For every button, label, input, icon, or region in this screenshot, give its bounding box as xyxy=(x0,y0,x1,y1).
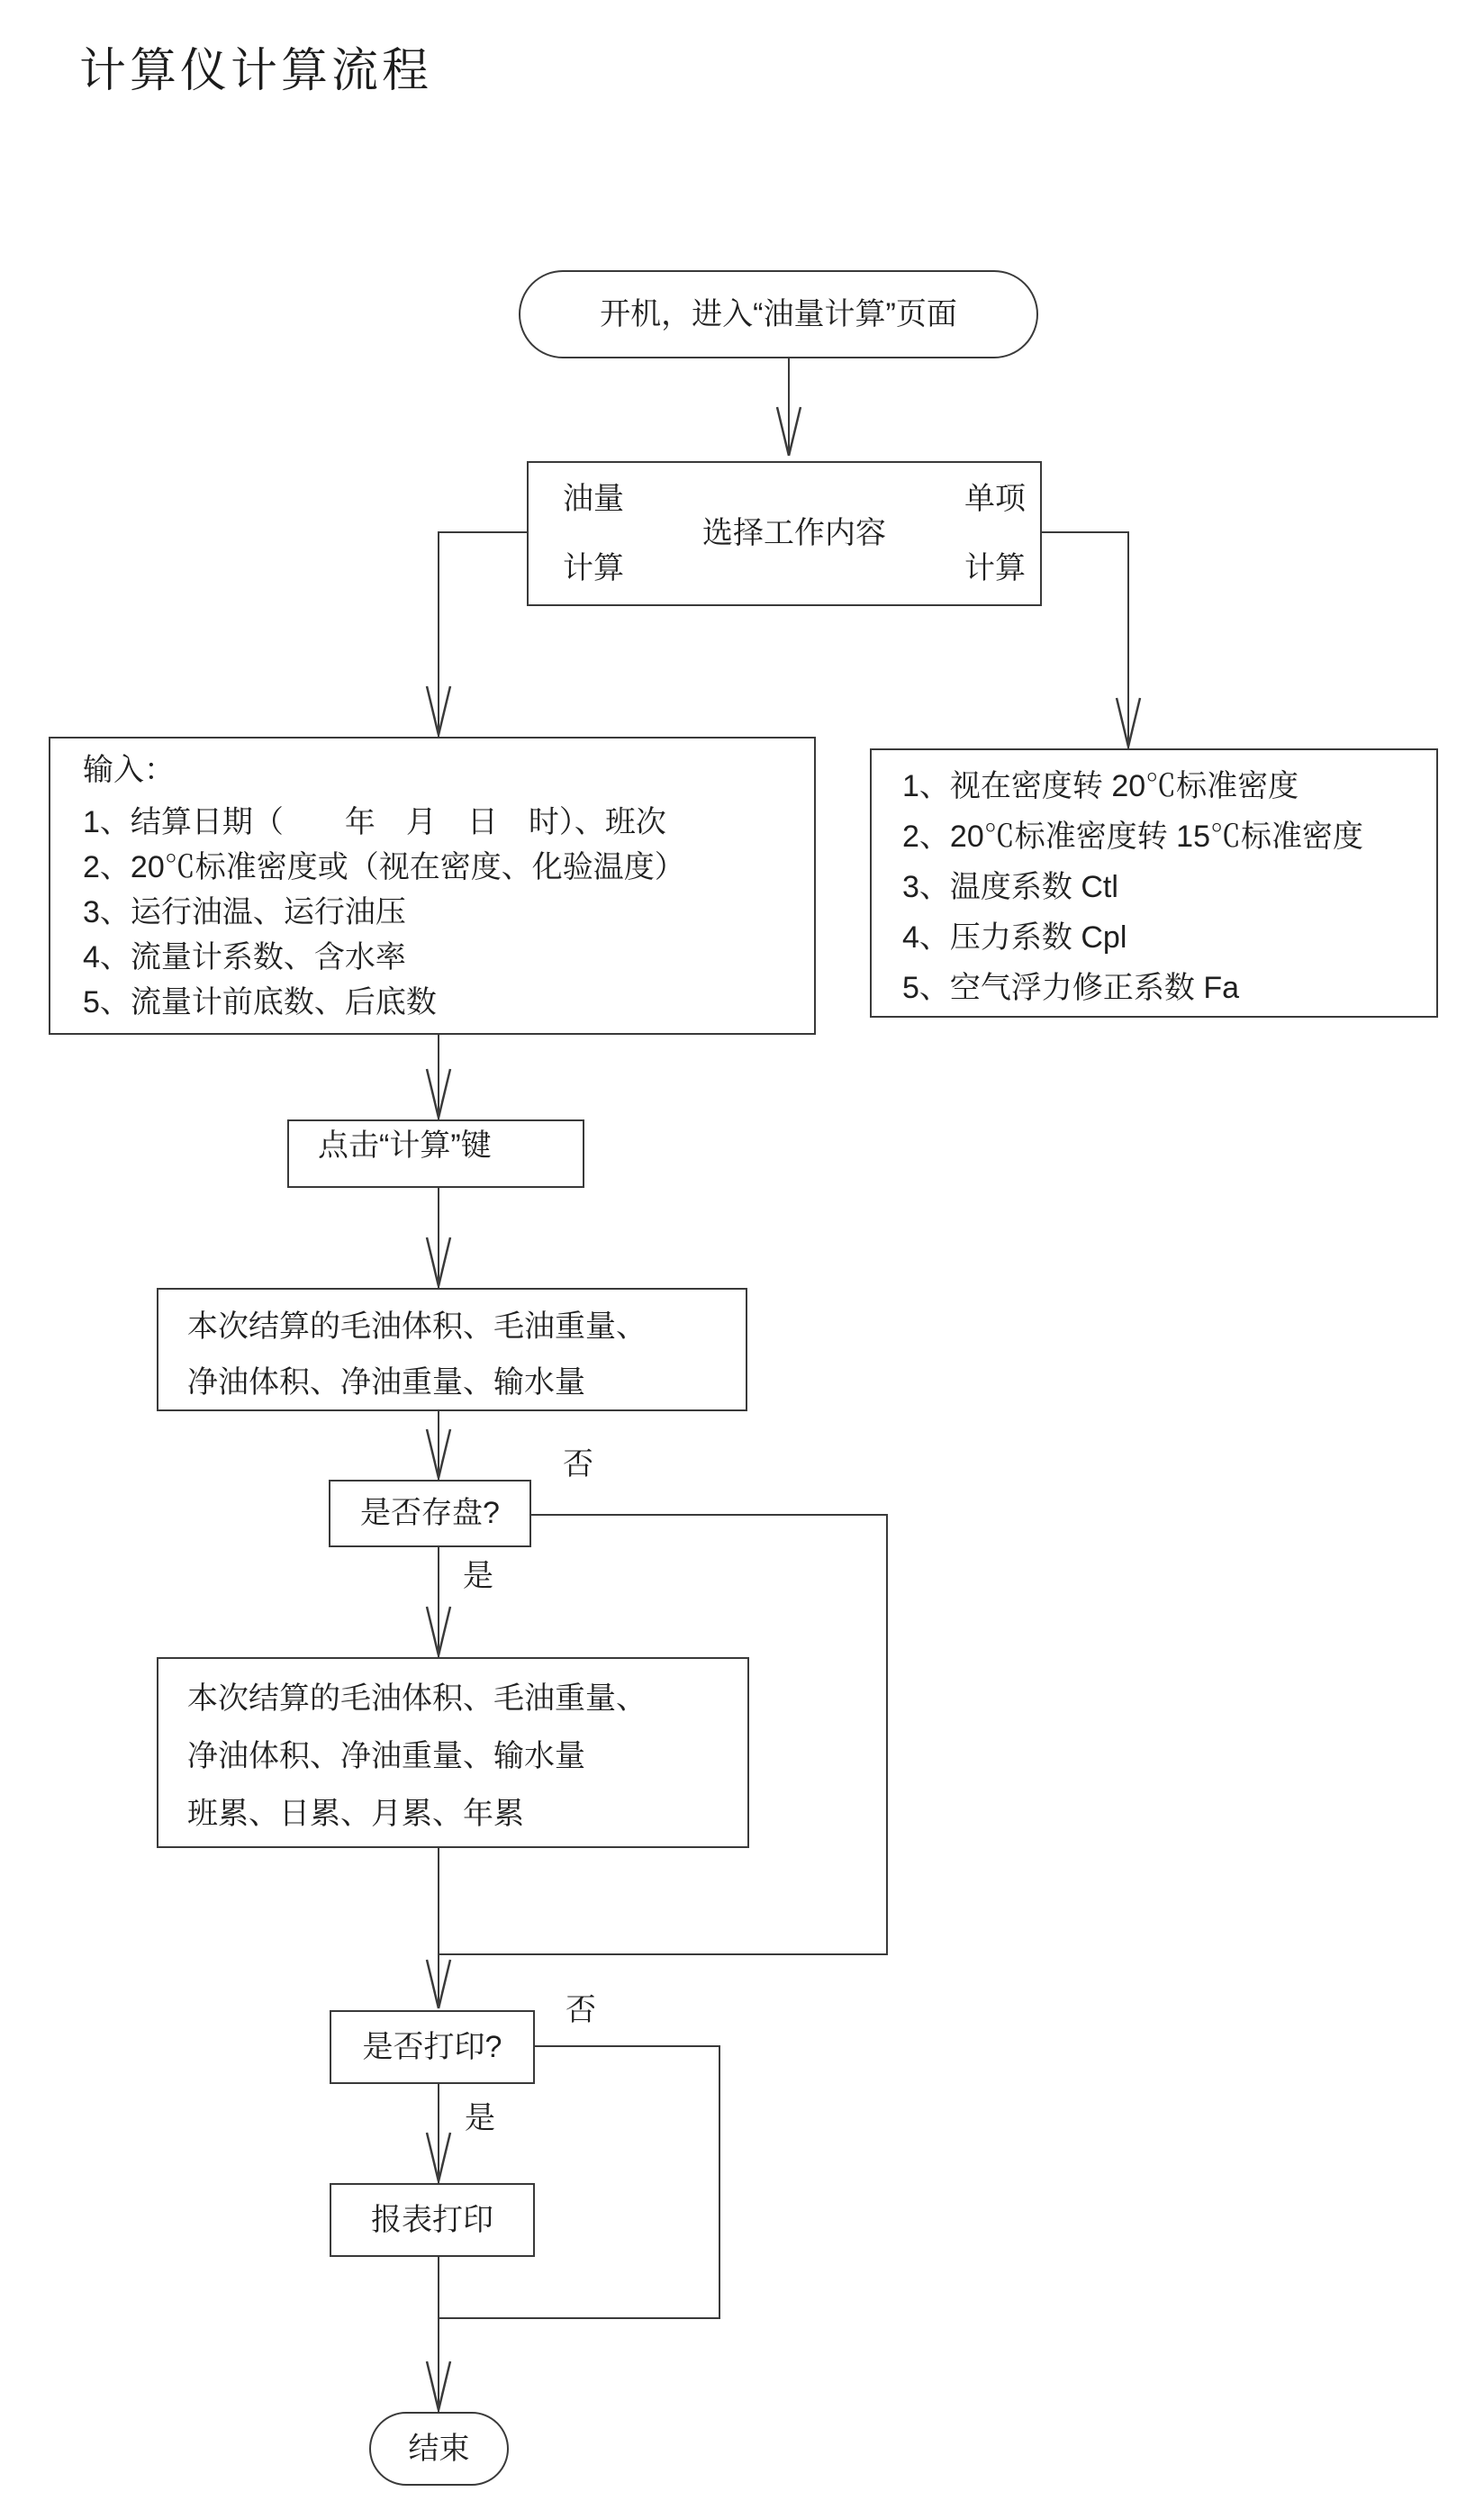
input-line: 2、20℃标准密度或（视在密度、化验温度） xyxy=(83,850,685,884)
connector-select-right-h xyxy=(1042,531,1129,533)
flow-node-result2 xyxy=(157,1657,749,1848)
result1-line: 净油体积、净油重量、输水量 xyxy=(187,1365,585,1400)
save-no-label: 否 xyxy=(563,1447,593,1482)
connector-print-no-h2 xyxy=(438,2317,720,2319)
connector-save-no-h1 xyxy=(531,1514,888,1516)
connector-save-no-h2 xyxy=(438,1953,888,1955)
arrow-down-icon xyxy=(424,2131,453,2183)
select-work-label: 选择工作内容 xyxy=(702,516,886,551)
arrow-down-icon xyxy=(424,1605,453,1657)
input-line: 4、流量计系数、含水率 xyxy=(83,940,406,974)
single-calc-line: 1、视在密度转 20℃标准密度 xyxy=(902,769,1299,803)
result2-line: 本次结算的毛油体积、毛油重量、 xyxy=(187,1681,647,1716)
connector-save-no-v xyxy=(886,1514,888,1955)
flow-node-select-work xyxy=(527,461,1042,606)
result2-line: 净油体积、净油重量、输水量 xyxy=(187,1739,585,1773)
flow-node-input xyxy=(49,737,816,1035)
flow-node-start xyxy=(519,270,1038,358)
option-oil-calc xyxy=(563,480,624,587)
single-calc-line: 5、空气浮力修正系数 Fa xyxy=(902,971,1240,1005)
single-calc-line: 4、压力系数 Cpl xyxy=(902,920,1127,955)
start-label: 开机，进入“油量计算”页面 xyxy=(600,296,957,331)
option-single-calc-line1: 单项 xyxy=(964,482,1026,516)
print-no-label: 否 xyxy=(566,1993,596,2027)
end-label: 结束 xyxy=(408,2431,470,2466)
flow-node-report-print xyxy=(330,2183,535,2257)
option-oil-calc-line2: 计算 xyxy=(563,550,624,585)
connector-select-left-h xyxy=(439,531,527,533)
arrow-down-icon xyxy=(774,405,803,458)
arrow-down-icon xyxy=(424,1236,453,1288)
option-oil-calc-line1: 油量 xyxy=(563,482,624,516)
result2-line: 班累、日累、月累、年累 xyxy=(187,1797,524,1831)
arrow-down-icon xyxy=(424,1427,453,1480)
single-calc-line: 3、温度系数 Ctl xyxy=(902,870,1118,904)
connector-print-no-h1 xyxy=(535,2045,720,2047)
save-decision-label: 是否存盘? xyxy=(360,1496,500,1531)
input-line: 5、流量计前底数、后底数 xyxy=(83,985,437,1019)
input-line: 3、运行油温、运行油压 xyxy=(83,895,406,929)
input-line: 输入： xyxy=(83,753,175,787)
flow-node-print-decision xyxy=(330,2010,535,2084)
print-decision-label: 是否打印? xyxy=(362,2029,502,2064)
option-single-calc xyxy=(964,480,1026,587)
print-yes-label: 是 xyxy=(465,2101,495,2135)
page-title: 计算仪计算流程 xyxy=(79,46,433,97)
report-print-label: 报表打印 xyxy=(371,2202,493,2237)
flow-node-end xyxy=(369,2412,509,2486)
click-calc-label: 点击“计算”键 xyxy=(318,1128,492,1163)
arrow-down-icon xyxy=(424,1067,453,1119)
input-line: 1、结算日期（ 年 月 日 时）、班次 xyxy=(83,805,666,839)
arrow-down-icon xyxy=(424,1958,453,2010)
arrow-down-icon xyxy=(424,2360,453,2412)
option-single-calc-line2: 计算 xyxy=(964,550,1026,585)
flow-node-result1 xyxy=(157,1288,747,1411)
arrow-down-icon xyxy=(1114,696,1143,748)
flow-node-click-calc xyxy=(287,1119,584,1188)
connector-print-no-v xyxy=(719,2045,720,2319)
save-yes-label: 是 xyxy=(463,1559,493,1593)
arrow-down-icon xyxy=(424,684,453,737)
single-calc-line: 2、20℃标准密度转 15℃标准密度 xyxy=(902,820,1363,854)
flow-node-single-calc xyxy=(870,748,1438,1018)
flow-node-save-decision xyxy=(329,1480,531,1547)
result1-line: 本次结算的毛油体积、毛油重量、 xyxy=(187,1309,647,1344)
